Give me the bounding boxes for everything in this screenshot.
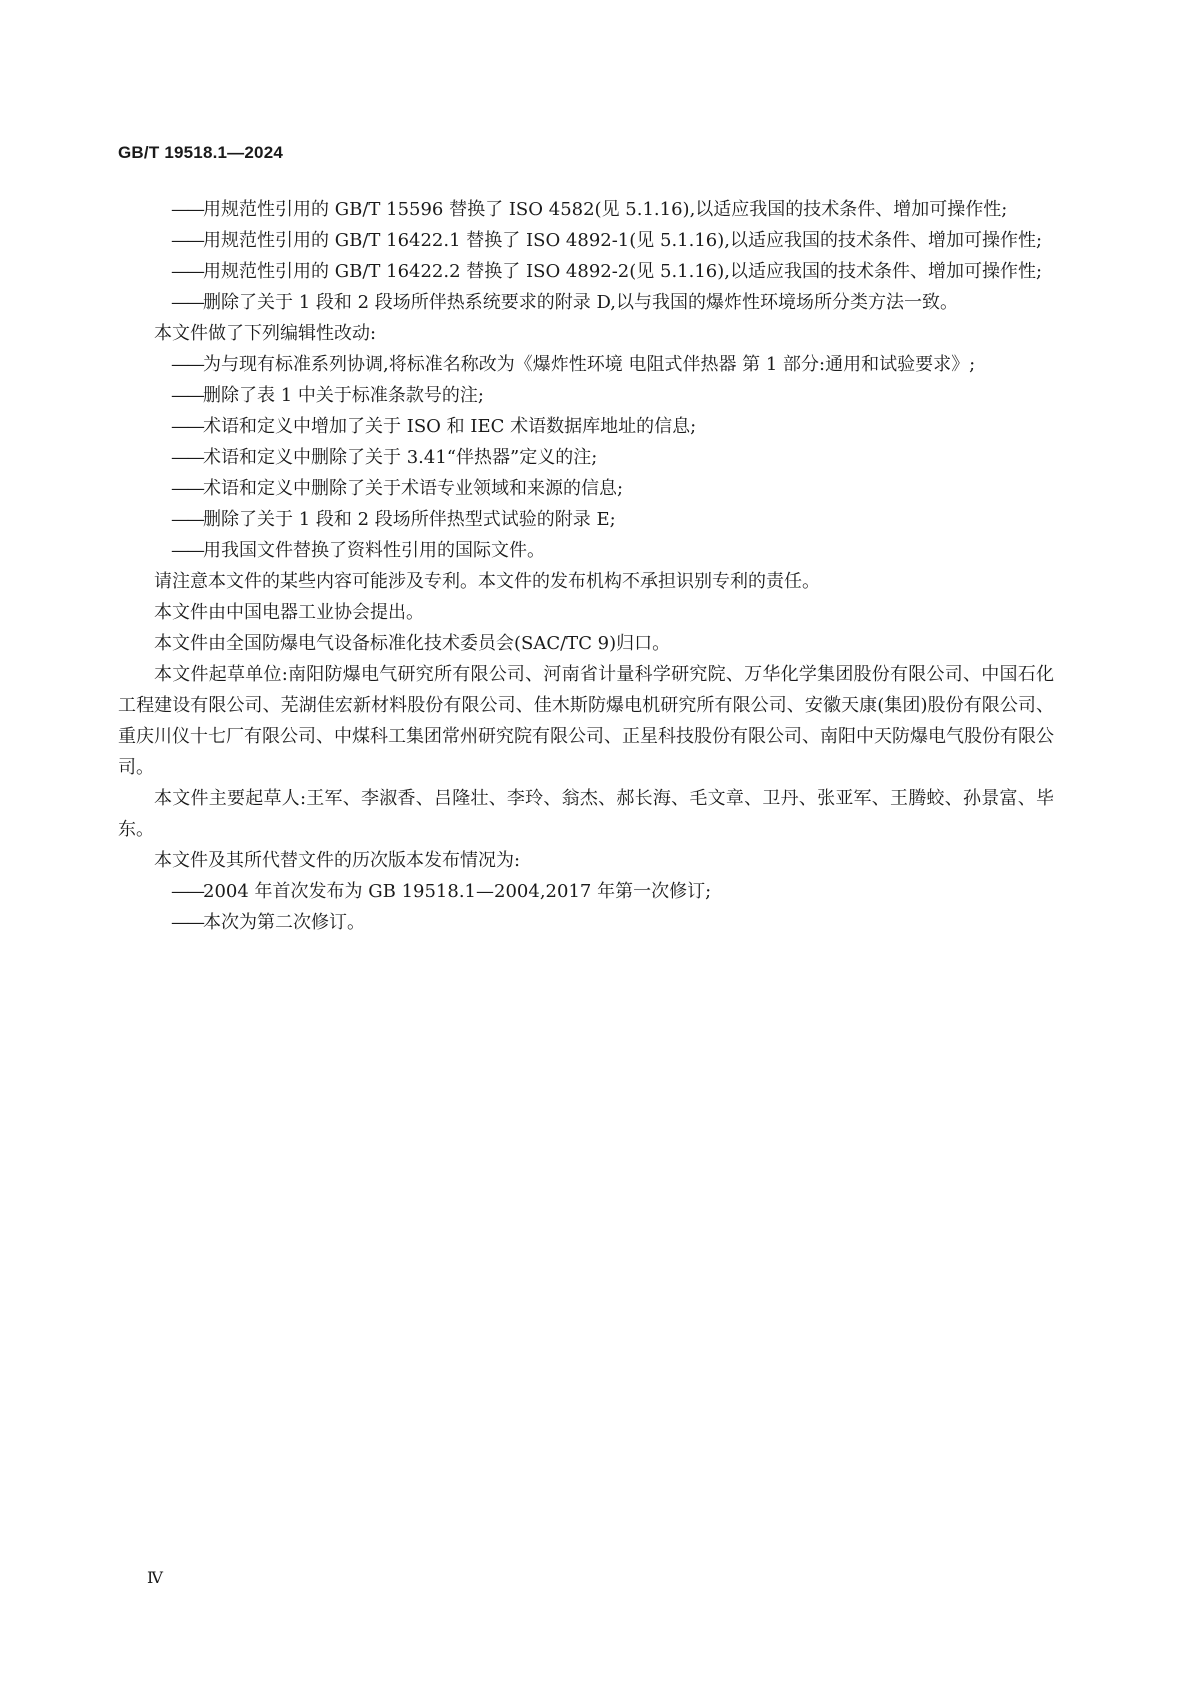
editorial-change-item: [118, 411, 1054, 442]
dash-marker: ——: [171, 881, 203, 902]
list-item-text: 用我国文件替换了资料性引用的国际文件。: [203, 540, 545, 561]
technical-change-item: [118, 287, 1054, 318]
list-item-text: 用规范性引用的 GB/T 15596 替换了 ISO 4582(见 5.1.16),以适应我国的技术条件、增加可操作性;: [203, 199, 1008, 220]
list-item-text: 术语和定义中删除了关于术语专业领域和来源的信息;: [203, 478, 624, 499]
foreword-body: [118, 194, 1054, 938]
dash-marker: ——: [171, 478, 203, 499]
dash-marker: ——: [171, 230, 203, 251]
dash-marker: ——: [171, 354, 203, 375]
list-item-text: 2004 年首次发布为 GB 19518.1—2004,2017 年第一次修订;: [203, 881, 712, 902]
dash-marker: ——: [171, 416, 203, 437]
dash-marker: ——: [171, 912, 203, 933]
editorial-change-item: [118, 535, 1054, 566]
list-item-text: 术语和定义中删除了关于 3.41“伴热器”定义的注;: [203, 447, 598, 468]
editorial-change-item: [118, 473, 1054, 504]
history-item: [118, 876, 1054, 907]
dash-marker: ——: [171, 509, 203, 530]
list-item-text: 术语和定义中增加了关于 ISO 和 IEC 术语数据库地址的信息;: [203, 416, 697, 437]
history-item: [118, 907, 1054, 938]
editorial-changes-intro: 本文件做了下列编辑性改动:: [154, 323, 377, 344]
editorial-change-item: [118, 442, 1054, 473]
editorial-change-item: [118, 504, 1054, 535]
committee-statement: 本文件由全国防爆电气设备标准化技术委员会(SAC/TC 9)归口。: [154, 633, 671, 654]
list-item-text: 删除了关于 1 段和 2 段场所伴热系统要求的附录 D,以与我国的爆炸性环境场所分类方法一致。: [203, 292, 959, 313]
dash-marker: ——: [171, 540, 203, 561]
list-item-text: 本次为第二次修订。: [203, 912, 365, 933]
list-item-text: 用规范性引用的 GB/T 16422.2 替换了 ISO 4892-2(见 5.1.16),以适应我国的技术条件、增加可操作性;: [203, 261, 1043, 282]
list-item-text: 用规范性引用的 GB/T 16422.1 替换了 ISO 4892-1(见 5.1.16),以适应我国的技术条件、增加可操作性;: [203, 230, 1043, 251]
dash-marker: ——: [171, 199, 203, 220]
dash-marker: ——: [171, 447, 203, 468]
dash-marker: ——: [171, 292, 203, 313]
proposer-statement: 本文件由中国电器工业协会提出。: [154, 602, 424, 623]
list-item-text: 删除了表 1 中关于标准条款号的注;: [203, 385, 484, 406]
page-number: Ⅳ: [147, 1568, 163, 1587]
technical-change-item: [118, 225, 1054, 256]
history-intro: 本文件及其所代替文件的历次版本发布情况为:: [154, 850, 521, 871]
editorial-change-item: [118, 349, 1054, 380]
drafting-units: 本文件起草单位:南阳防爆电气研究所有限公司、河南省计量科学研究院、万华化学集团股份有限公司、中国石化工程建设有限公司、芜湖佳宏新材料股份有限公司、佳木斯防爆电机研究所有限公司、安徽天康(集团)股份有限公司、重庆川仪十七厂有限公司、中煤科工集团常州研究院有限公司、正星科技股份有限公司、南阳中天防爆电气股份有限公司。: [118, 664, 1054, 778]
patent-notice: 请注意本文件的某些内容可能涉及专利。本文件的发布机构不承担识别专利的责任。: [154, 571, 820, 592]
editorial-change-item: [118, 380, 1054, 411]
technical-change-item: [118, 194, 1054, 225]
list-item-text: 删除了关于 1 段和 2 段场所伴热型式试验的附录 E;: [203, 509, 616, 530]
document-number-header: GB/T 19518.1—2024: [118, 143, 283, 162]
dash-marker: ——: [171, 385, 203, 406]
technical-change-item: [118, 256, 1054, 287]
dash-marker: ——: [171, 261, 203, 282]
list-item-text: 为与现有标准系列协调,将标准名称改为《爆炸性环境 电阻式伴热器 第 1 部分:通用和试验要求》;: [203, 354, 976, 375]
drafters: 本文件主要起草人:王军、李淑香、吕隆壮、李玲、翁杰、郝长海、毛文章、卫丹、张亚军、王腾蛟、孙景富、毕东。: [118, 788, 1054, 840]
